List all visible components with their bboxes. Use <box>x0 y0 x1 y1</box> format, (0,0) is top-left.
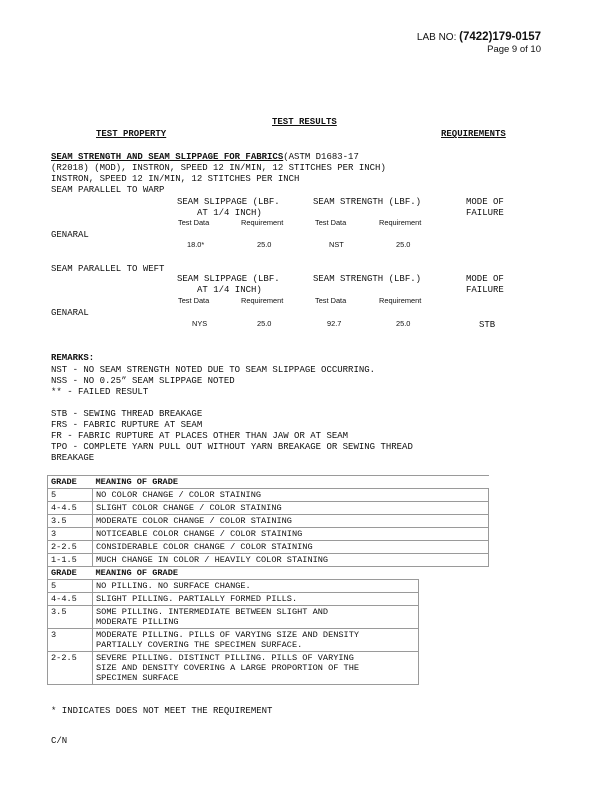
weft-sub-test-data-2: Test Data <box>315 296 347 305</box>
meaning-line: MODERATE PILLING. PILLS OF VARYING SIZE AND DENSITY <box>96 630 360 640</box>
grade-column-header: GRADE <box>48 567 93 580</box>
warp-mode-header-2: FAILURE <box>466 208 504 218</box>
meaning-cell <box>93 606 419 629</box>
warp-slippage-header-2: AT 1/4 INCH) <box>197 208 262 218</box>
table-row <box>48 593 419 606</box>
grade-column-header: GRADE <box>48 476 93 489</box>
grade-cell: 3 <box>48 629 93 652</box>
meaning-line: SOME PILLING. INTERMEDIATE BETWEEN SLIGHT AND <box>96 607 329 617</box>
meaning-cell: MODERATE COLOR CHANGE / COLOR STAINING <box>93 515 489 528</box>
grade-cell: 3.5 <box>48 515 93 528</box>
grade-cell: 2-2.5 <box>48 652 93 685</box>
meaning-cell <box>93 593 419 606</box>
warp-row-label: GENARAL <box>51 230 89 240</box>
grade-cell: 1-1.5 <box>48 554 93 567</box>
color-grade-table <box>47 475 489 567</box>
meaning-column-header: MEANING OF GRADE <box>93 476 489 489</box>
meaning-cell <box>93 629 419 652</box>
cn-mark: C/N <box>51 736 68 746</box>
meaning-line: SEVERE PILLING. DISTINCT PILLING. PILLS OF VARYING <box>96 653 354 663</box>
weft-slippage-value: NYS <box>192 319 208 328</box>
seam-heading-title: SEAM STRENGTH AND SEAM SLIPPAGE FOR FABRICS <box>51 152 284 162</box>
grade-cell: 3 <box>48 528 93 541</box>
page-number: Page 9 of 10 <box>487 44 541 55</box>
meaning-cell <box>93 580 419 593</box>
weft-mode-value: STB <box>479 320 496 330</box>
grade-cell: 5 <box>48 580 93 593</box>
meaning-cell: NO COLOR CHANGE / COLOR STAINING <box>93 489 489 502</box>
warp-strength-header: SEAM STRENGTH (LBF.) <box>313 197 422 207</box>
grade-cell: 4-4.5 <box>48 502 93 515</box>
remark-line: NST - NO SEAM STRENGTH NOTED DUE TO SEAM SLIPPAGE OCCURRING. <box>51 365 376 375</box>
weft-row-label: GENARAL <box>51 308 89 318</box>
weft-mode-header-2: FAILURE <box>466 285 504 295</box>
table-row <box>48 515 489 528</box>
remark-line: TPO - COMPLETE YARN PULL OUT WITHOUT YARN BREAKAGE OR SEWING THREAD <box>51 442 413 452</box>
table-row <box>48 580 419 593</box>
weft-sub-test-data-1: Test Data <box>178 296 210 305</box>
meaning-cell: SLIGHT COLOR CHANGE / COLOR STAINING <box>93 502 489 515</box>
warp-section-title: SEAM PARALLEL TO WARP <box>51 185 165 195</box>
table-row <box>48 502 489 515</box>
weft-slippage-header-2: AT 1/4 INCH) <box>197 285 262 295</box>
meaning-line: SLIGHT PILLING. PARTIALLY FORMED PILLS. <box>96 594 298 604</box>
remarks-title: REMARKS: <box>51 353 95 363</box>
remark-line: FR - FABRIC RUPTURE AT PLACES OTHER THAN JAW OR AT SEAM <box>51 431 349 441</box>
meaning-cell <box>93 652 419 685</box>
table-row <box>48 606 419 629</box>
requirements-heading: REQUIREMENTS <box>441 129 506 139</box>
remark-line: ** - FAILED RESULT <box>51 387 149 397</box>
grade-cell: 5 <box>48 489 93 502</box>
warp-slippage-value: 18.0* <box>187 240 205 249</box>
seam-heading-method: (ASTM D1683-17 <box>283 152 359 162</box>
seam-heading <box>51 152 359 163</box>
lab-number-value: (7422)179-0157 <box>459 31 541 43</box>
table-row <box>48 528 489 541</box>
remark-line: STB - SEWING THREAD BREAKAGE <box>51 409 203 419</box>
warp-sub-requirement-2: Requirement <box>379 218 422 227</box>
warp-strength-value: NST <box>329 240 344 249</box>
meaning-cell: NOTICEABLE COLOR CHANGE / COLOR STAINING <box>93 528 489 541</box>
meaning-line: NO PILLING. NO SURFACE CHANGE. <box>96 581 251 591</box>
weft-strength-header: SEAM STRENGTH (LBF.) <box>313 274 422 284</box>
table-row <box>48 629 419 652</box>
table-header-row <box>48 476 489 489</box>
meaning-line: MODERATE PILLING <box>96 617 179 627</box>
pilling-grade-table <box>47 566 419 685</box>
weft-slippage-header: SEAM SLIPPAGE (LBF. <box>177 274 280 284</box>
seam-instron-line: INSTRON, SPEED 12 IN/MIN, 12 STITCHES PER INCH <box>51 174 300 184</box>
meaning-line: SIZE AND DENSITY COVERING A LARGE PROPORTION OF THE <box>96 663 360 673</box>
weft-strength-requirement: 25.0 <box>396 319 411 328</box>
meaning-column-header: MEANING OF GRADE <box>93 567 419 580</box>
lab-number <box>417 32 541 43</box>
test-results-title: TEST RESULTS <box>272 117 337 127</box>
test-property-heading: TEST PROPERTY <box>96 129 167 139</box>
table-row <box>48 489 489 502</box>
table-row <box>48 541 489 554</box>
lab-number-label: LAB NO: <box>416 32 457 43</box>
remark-line: NSS - NO 0.25” SEAM SLIPPAGE NOTED <box>51 376 235 386</box>
weft-slippage-requirement: 25.0 <box>257 319 272 328</box>
meaning-cell: MUCH CHANGE IN COLOR / HEAVILY COLOR STAINING <box>93 554 489 567</box>
warp-strength-requirement: 25.0 <box>396 240 411 249</box>
grade-cell: 2-2.5 <box>48 541 93 554</box>
weft-strength-value: 92.7 <box>327 319 342 328</box>
warp-sub-test-data-1: Test Data <box>178 218 210 227</box>
warp-sub-test-data-2: Test Data <box>315 218 347 227</box>
warp-slippage-requirement: 25.0 <box>257 240 272 249</box>
meaning-cell: CONSIDERABLE COLOR CHANGE / COLOR STAINING <box>93 541 489 554</box>
remark-line: FRS - FABRIC RUPTURE AT SEAM <box>51 420 203 430</box>
table-row <box>48 554 489 567</box>
meaning-line: SPECIMEN SURFACE <box>96 673 179 683</box>
table-row <box>48 652 419 685</box>
grade-cell: 3.5 <box>48 606 93 629</box>
weft-mode-header: MODE OF <box>466 274 504 284</box>
warp-slippage-header: SEAM SLIPPAGE (LBF. <box>177 197 280 207</box>
remark-line: BREAKAGE <box>51 453 95 463</box>
weft-sub-requirement-1: Requirement <box>241 296 284 305</box>
weft-sub-requirement-2: Requirement <box>379 296 422 305</box>
warp-mode-header: MODE OF <box>466 197 504 207</box>
table-header-row <box>48 567 419 580</box>
meaning-line: PARTIALLY COVERING THE SPECIMEN SURFACE. <box>96 640 303 650</box>
grade-cell: 4-4.5 <box>48 593 93 606</box>
warp-sub-requirement-1: Requirement <box>241 218 284 227</box>
seam-method-line: (R2018) (MOD), INSTRON, SPEED 12 IN/MIN, 12 STITCHES PER INCH) <box>51 163 386 173</box>
weft-section-title: SEAM PARALLEL TO WEFT <box>51 264 165 274</box>
requirement-footnote: * INDICATES DOES NOT MEET THE REQUIREMENT <box>51 706 273 716</box>
